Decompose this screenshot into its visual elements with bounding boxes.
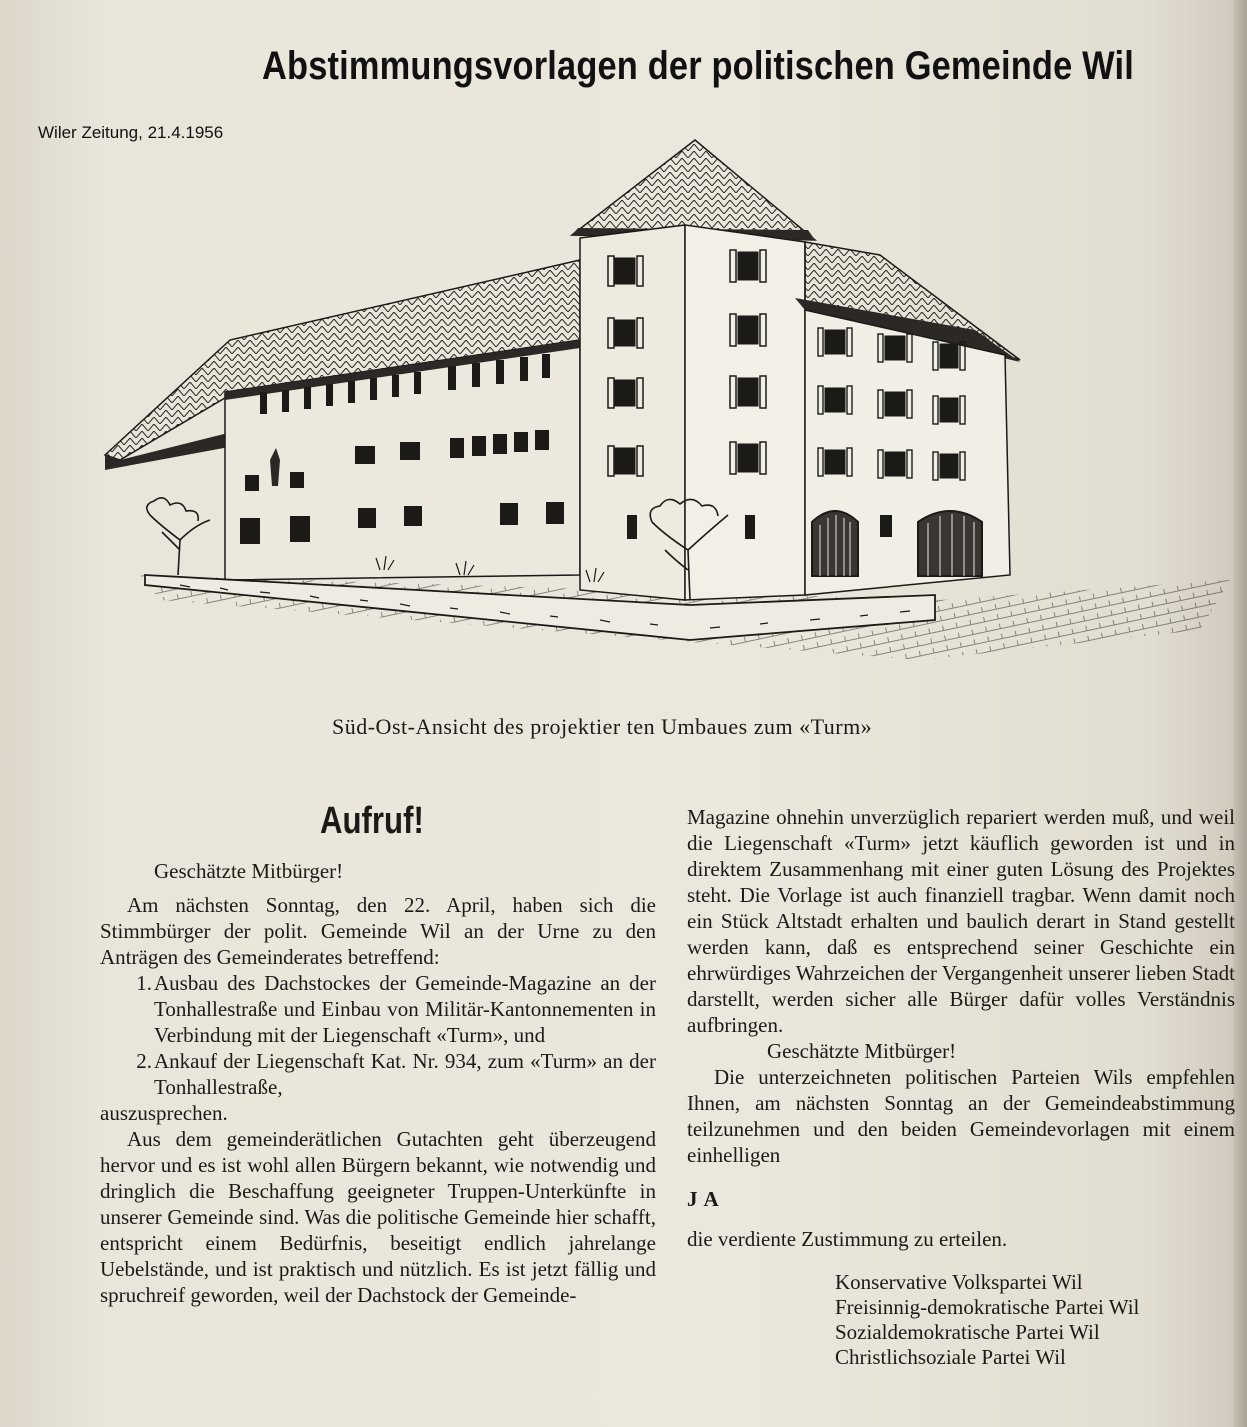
article-column-left [100,858,656,1308]
body-paragraph-left: Aus dem gemeinderätlichen Gutachten geht überzeugend hervor und es ist wohl allen Bürgern bekannt, wie notwendig und dringlich die Beschaffung geeigneter Truppen-Unterkünfte in unserer Gemeinde sind. Was die politische Gemeinde hier schafft, entspricht einem Bedürfnis, beseitigt endlich jahrelange Uebelstände, und ist praktisch und nützlich. Es ist jetzt fällig und spruchreif geworden, weil der Dachstock der Gemeinde- [100,1127,656,1307]
list-item-number: 1. [136,971,152,995]
body-paragraph-right: Magazine ohnehin unverzüglich repariert werden muß, und weil die Liegenschaft «Turm» jetzt käuflich geworden ist und in direktem Zusammenhang mit einer guten Lösung des Projektes steht. Die Vorlage ist auch finanziell tragbar. Wenn damit noch ein Stück Altstadt erhalten und baulich derart in Stand gestellt werden kann, daß es entsprechend seiner Geschichte ein ehrwürdiges Wahrzeichen der Vergangenheit unserer lieben Stadt darstellt, werden sicher alle Bürger dafür volles Verständnis aufbringen. [687,805,1235,1037]
source-label: Wiler Zeitung, 21.4.1956 [38,123,224,142]
closing-paragraph: Die unterzeichneten politischen Parteien Wils empfehlen Ihnen, am nächsten Sonntag an der Gemeindeabstimmung teilzunehmen und den beiden Gemeindevorlagen mit einem einhelligen [687,1065,1235,1167]
signature-conservative: Konservative Volkspartei Wil [835,1270,1083,1294]
list-item-text: Ankauf der Liegenschaft Kat. Nr. 934, zum «Turm» an der Tonhallestraße, [154,1049,656,1099]
signature-christiansocial: Christlichsoziale Partei Wil [835,1345,1066,1369]
article-column-right [687,804,1235,1370]
list-item [100,1048,656,1100]
ja-vote: JA [687,1187,725,1211]
list-item-number: 2. [136,1049,152,1073]
headline: Abstimmungsvorlagen der politischen Gemeinde Wil [262,44,1134,88]
party-signatures [687,1270,1235,1370]
after-items-text: auszusprechen. [100,1101,228,1125]
article-title: Aufruf! [320,800,424,842]
intro-paragraph: Am nächsten Sonntag, den 22. April, haben sich die Stimmbürger der polit. Gemeinde Wil an der Urne zu den Anträgen des Gemeinderates betreffend: [100,893,656,969]
list-item [100,970,656,1048]
closing-end: die verdiente Zustimmung zu erteilen. [687,1227,1008,1251]
list-item-text: Ausbau des Dachstockes der Gemeinde-Magazine an der Tonhallestraße und Einbau von Militär-Kantonnementen in Verbindung mit der Liegenschaft «Turm», und [154,971,656,1047]
signature-socialdemocratic: Sozialdemokratische Partei Wil [835,1320,1100,1344]
salutation-2: Geschätzte Mitbürger! [767,1039,957,1063]
salutation: Geschätzte Mitbürger! [154,859,344,883]
building-illustration [100,130,1240,690]
illustration-caption: Süd-Ost-Ansicht des projektier ten Umbaues zum «Turm» [332,714,873,739]
signature-liberal: Freisinnig-demokratische Partei Wil [835,1295,1140,1319]
